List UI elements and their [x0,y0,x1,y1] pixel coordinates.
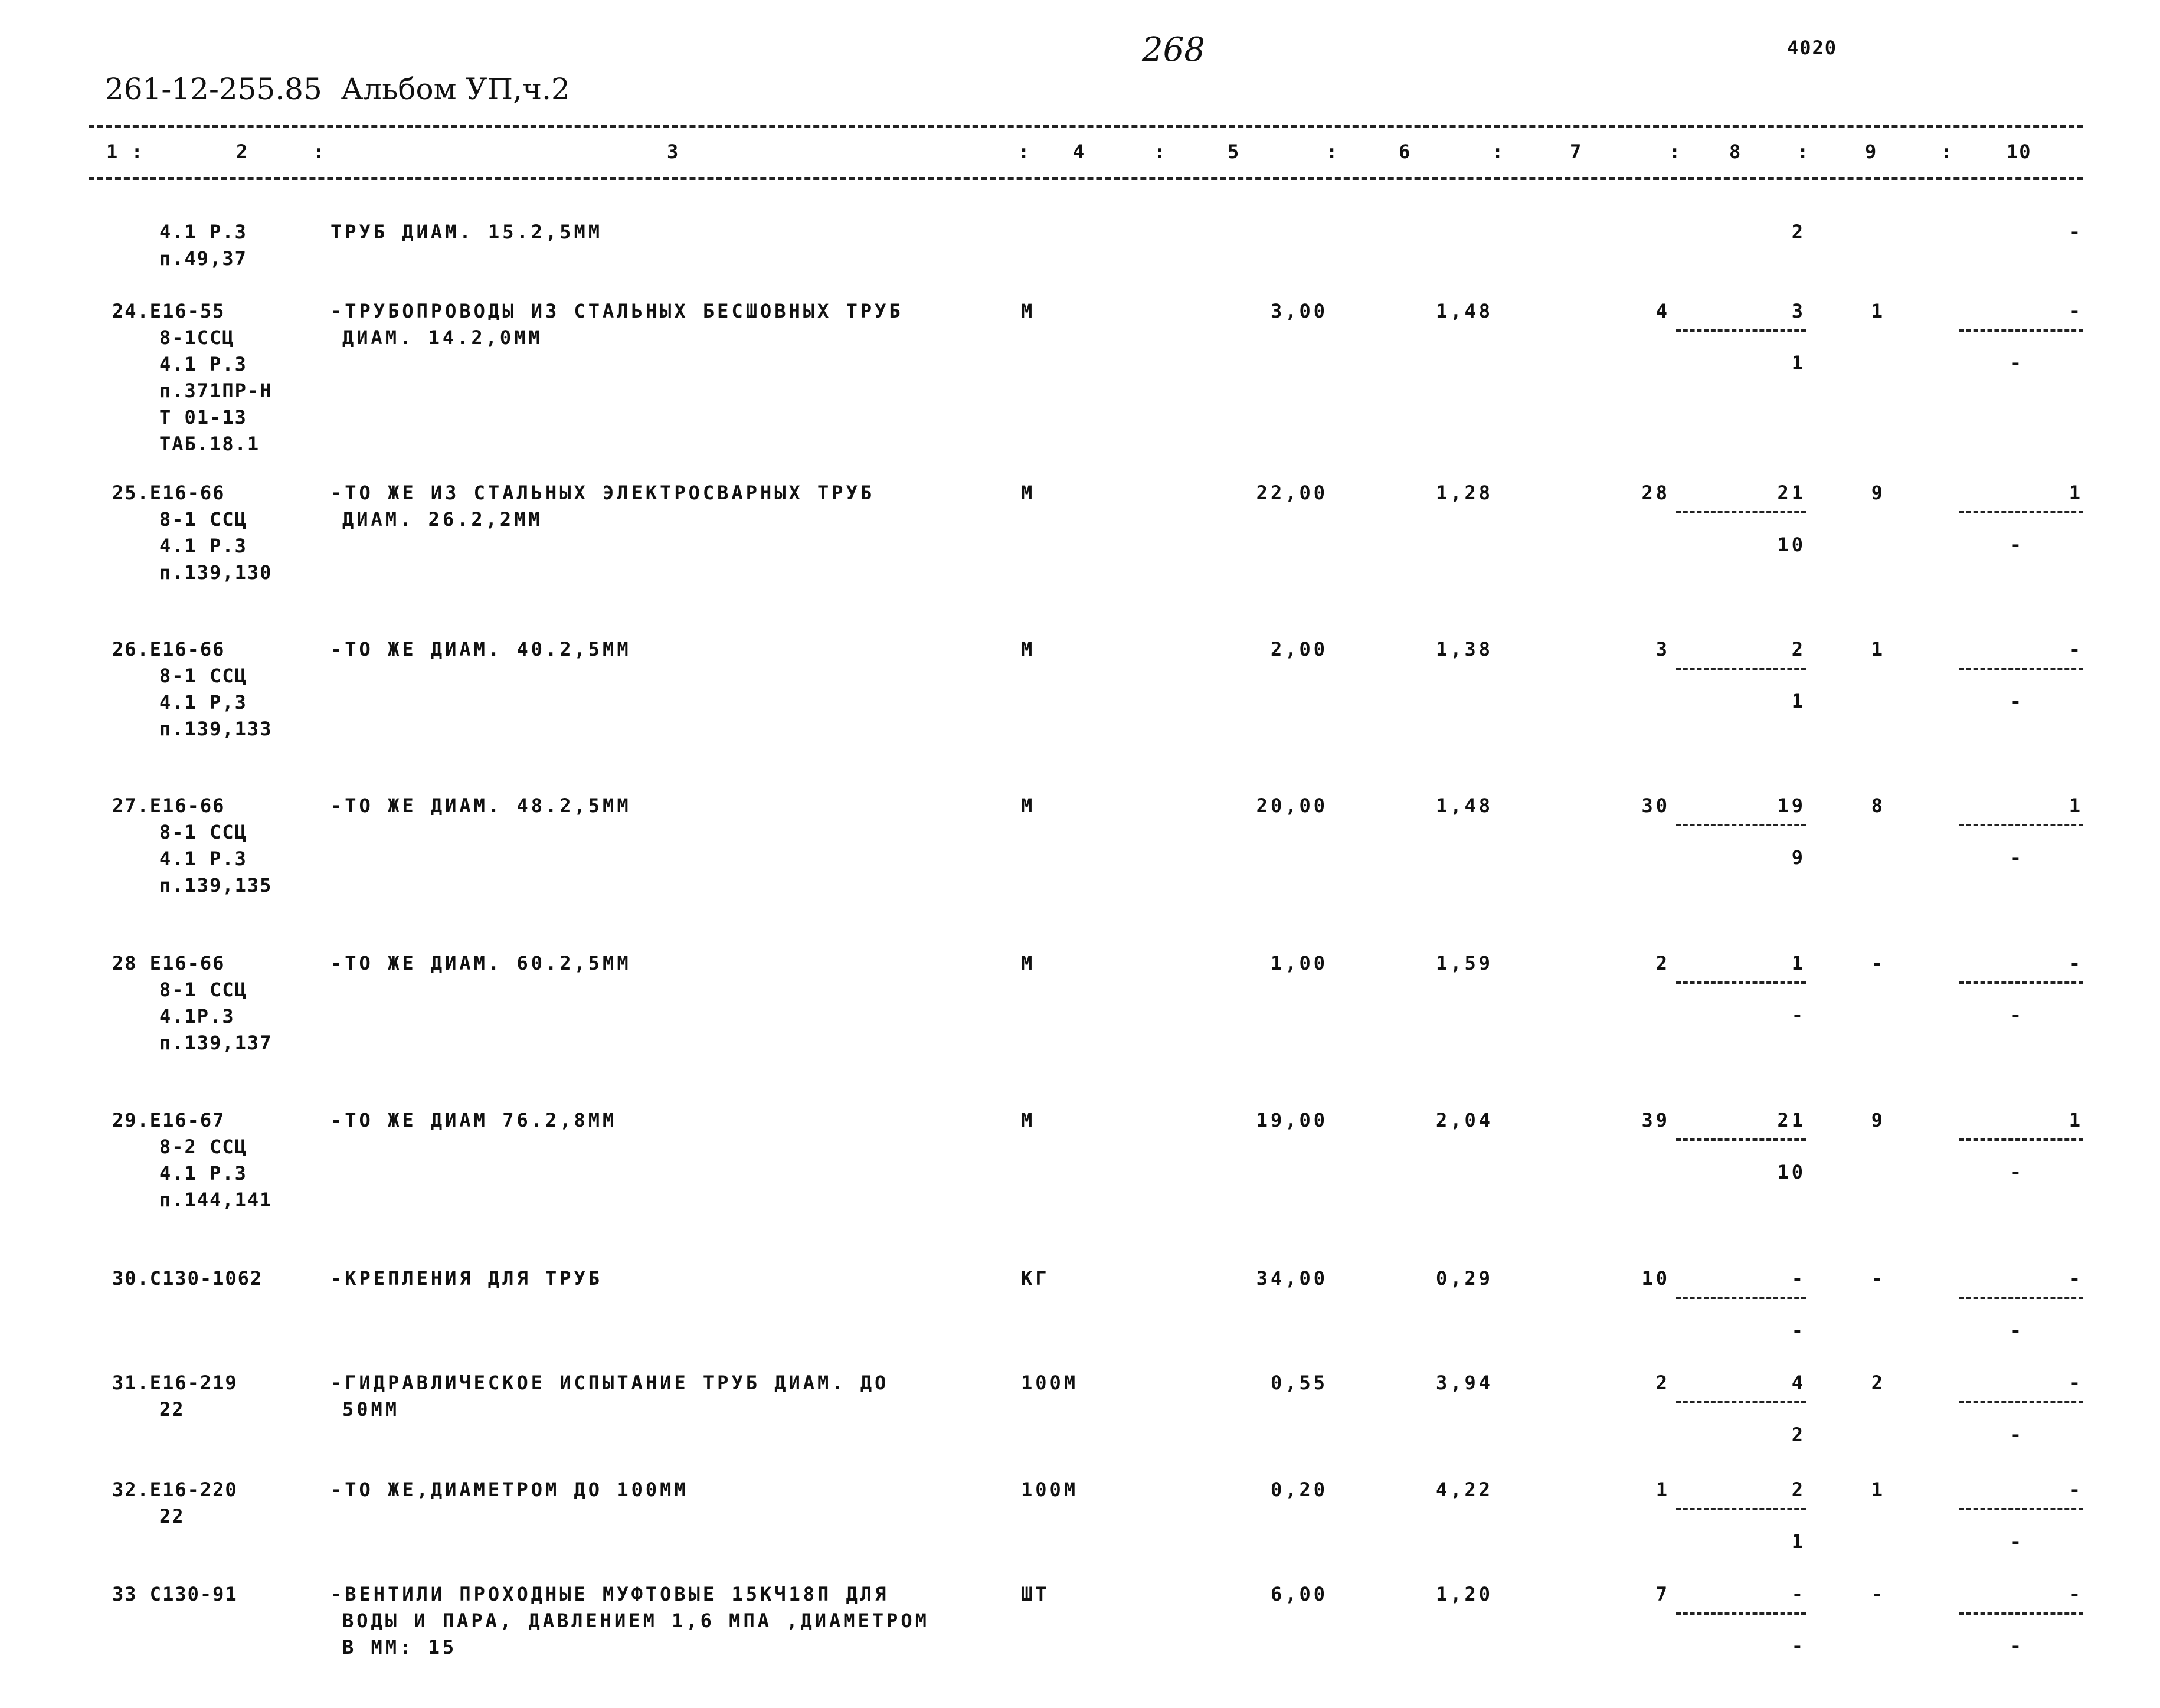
row-code-line: п.139,135 [159,874,273,896]
unit-price-cell: 0,29 [1435,1267,1493,1290]
column-8-fraction-rule [1676,668,1806,670]
row-code-line: 8-1 ССЦ [159,665,247,687]
column-10-bottom: - [2010,1004,2024,1026]
column-8-bottom: 1 [1791,352,1806,374]
column-header-12: : [1669,140,1682,163]
column-header-2: : [313,140,326,163]
row-code-line: 4.1Р.3 [159,1005,235,1028]
column-8-fraction-rule [1676,1401,1806,1403]
sheet-code: 4020 [1787,37,1838,59]
column-9-cell: 9 [1871,1109,1886,1131]
row-code-line: 4.1 Р.3 [159,1162,247,1185]
column-7-cell: 30 [1641,794,1670,817]
quantity-cell: 20,00 [1256,794,1328,817]
row-code-line: п.139,137 [159,1032,273,1054]
unit-cell: 100М [1021,1478,1079,1501]
quantity-cell: 22,00 [1256,482,1328,504]
column-10-fraction-rule [1959,1138,2083,1141]
unit-cell: ШТ [1021,1583,1050,1605]
column-10-fraction-rule [1959,824,2083,826]
quantity-cell: 0,55 [1270,1372,1328,1394]
row-code-line: п.49,37 [159,247,247,270]
column-9-cell: 1 [1871,638,1886,660]
column-header-16: : [1940,140,1953,163]
column-8-fraction-rule [1676,1508,1806,1510]
column-8-fraction-rule [1676,824,1806,826]
row-description-line: ДИАМ. 26.2,2ММ [342,508,543,531]
quantity-cell: 19,00 [1256,1109,1328,1131]
column-10-top: 1 [2069,482,2083,504]
row-code-line: п.139,133 [159,718,273,740]
unit-cell: М [1021,952,1036,974]
column-10-bottom: - [2010,352,2024,374]
row-code-line: 22 [159,1398,185,1421]
column-header-17: 10 [2007,140,2032,163]
row-code-line: п.371ПР-Н [159,379,273,402]
row-description-line: -КРЕПЛЕНИЯ ДЛЯ ТРУБ [330,1267,603,1290]
unit-cell: М [1021,300,1036,322]
column-8-top: 21 [1777,1109,1806,1131]
row-code-line: 4.1 Р.3 [159,221,247,243]
row-description-line: -ТО ЖЕ ДИАМ 76.2,8ММ [330,1109,617,1131]
column-10-fraction-rule [1959,511,2083,513]
row-code-line: 24.Е16-55 [112,300,225,322]
column-7-cell: 1 [1655,1478,1670,1501]
row-code-line: 8-2 ССЦ [159,1136,247,1158]
row-description-line: -ТО ЖЕ ДИАМ. 48.2,5ММ [330,794,631,817]
column-header-15: 9 [1865,140,1878,163]
column-10-bottom: - [2010,534,2024,556]
row-description-line: -ВЕНТИЛИ ПРОХОДНЫЕ МУФТОВЫЕ 15КЧ18П ДЛЯ [330,1583,889,1605]
row-description-line: -ТО ЖЕ ДИАМ. 60.2,5ММ [330,952,631,974]
header-bottom-rule [89,177,2083,180]
header-top-rule [89,125,2083,128]
row-code-line: 8-1ССЦ [159,326,235,349]
row-code-line: 4.1 Р.3 [159,535,247,557]
row-code-line: п.139,130 [159,561,273,584]
column-10-top: - [2069,300,2083,322]
column-10-bottom: - [2010,1161,2024,1183]
column-9-cell: 2 [1871,1372,1886,1394]
page-number: 268 [1142,31,1205,69]
column-8-fraction-rule [1676,1297,1806,1299]
column-header-6: : [1154,140,1167,163]
column-8-top: 2 [1791,221,1806,243]
unit-price-cell: 1,48 [1435,300,1493,322]
row-code-line: 29.Е16-67 [112,1109,225,1131]
row-code-line: 22 [159,1505,185,1527]
document-code: 261-12-255.85 Альбом УП,ч.2 [105,72,570,106]
column-9-cell: - [1871,1267,1886,1290]
row-code-line: 4.1 Р.3 [159,353,247,375]
row-code-line: 25.Е16-66 [112,482,225,504]
row-code-line: 27.Е16-66 [112,794,225,817]
column-8-fraction-rule [1676,329,1806,332]
column-8-bottom: 1 [1791,1530,1806,1553]
unit-price-cell: 1,38 [1435,638,1493,660]
column-7-cell: 3 [1655,638,1670,660]
unit-cell: М [1021,1109,1036,1131]
column-7-cell: 10 [1641,1267,1670,1290]
quantity-cell: 3,00 [1270,300,1328,322]
row-code-line: 8-1 ССЦ [159,821,247,843]
column-10-top: - [2069,1267,2083,1290]
column-8-top: 19 [1777,794,1806,817]
row-description-line: -ТО ЖЕ,ДИАМЕТРОМ ДО 100ММ [330,1478,689,1501]
column-10-fraction-rule [1959,1297,2083,1299]
row-description-line: В ММ: 15 [342,1636,457,1658]
quantity-cell: 0,20 [1270,1478,1328,1501]
unit-price-cell: 3,94 [1435,1372,1493,1394]
unit-price-cell: 1,20 [1435,1583,1493,1605]
row-description-line: ДИАМ. 14.2,0ММ [342,326,543,349]
row-code-line: 26.Е16-66 [112,638,225,660]
column-10-bottom: - [2010,1424,2024,1446]
column-header-11: 7 [1570,140,1583,163]
row-code-line: 28 Е16-66 [112,952,225,974]
row-description-line: ВОДЫ И ПАРА, ДАВЛЕНИЕМ 1,6 МПА ,ДИАМЕТРОМ [342,1609,930,1632]
column-8-top: - [1791,1583,1806,1605]
column-10-top: - [2069,952,2083,974]
row-code-line: 8-1 ССЦ [159,979,247,1001]
column-10-bottom: - [2010,1530,2024,1553]
row-code-line: Т 01-13 [159,406,247,428]
column-7-cell: 39 [1641,1109,1670,1131]
row-description-line: ТРУБ ДИАМ. 15.2,5ММ [330,221,603,243]
column-9-cell: 9 [1871,482,1886,504]
row-description-line: -ТО ЖЕ ИЗ СТАЛЬНЫХ ЭЛЕКТРОСВАРНЫХ ТРУБ [330,482,875,504]
column-8-bottom: - [1791,1635,1806,1657]
row-code-line: 8-1 ССЦ [159,508,247,531]
column-10-fraction-rule [1959,329,2083,332]
column-10-top: - [2069,638,2083,660]
quantity-cell: 34,00 [1256,1267,1328,1290]
column-header-14: : [1797,140,1810,163]
unit-cell: М [1021,482,1036,504]
row-code-line: 31.Е16-219 [112,1372,238,1394]
column-9-cell: 1 [1871,1478,1886,1501]
row-description-line: -ТО ЖЕ ДИАМ. 40.2,5ММ [330,638,631,660]
column-10-fraction-rule [1959,1612,2083,1615]
unit-price-cell: 1,48 [1435,794,1493,817]
quantity-cell: 1,00 [1270,952,1328,974]
column-8-bottom: 1 [1791,690,1806,712]
row-description-line: -ТРУБОПРОВОДЫ ИЗ СТАЛЬНЫХ БЕСШОВНЫХ ТРУБ [330,300,904,322]
column-10-fraction-rule [1959,981,2083,984]
column-header-13: 8 [1729,140,1742,163]
column-header-9: 6 [1399,140,1412,163]
column-8-top: - [1791,1267,1806,1290]
column-7-cell: 28 [1641,482,1670,504]
column-10-fraction-rule [1959,1508,2083,1510]
column-9-cell: - [1871,952,1886,974]
column-10-fraction-rule [1959,1401,2083,1403]
row-code-line: ТАБ.18.1 [159,433,260,455]
column-8-bottom: 10 [1777,534,1806,556]
quantity-cell: 6,00 [1270,1583,1328,1605]
column-10-top: 1 [2069,1109,2083,1131]
column-8-bottom: - [1791,1004,1806,1026]
column-8-top: 2 [1791,1478,1806,1501]
unit-price-cell: 2,04 [1435,1109,1493,1131]
column-8-bottom: 9 [1791,846,1806,869]
column-8-fraction-rule [1676,1612,1806,1615]
row-code-line: 33 С130-91 [112,1583,238,1605]
column-header-4: : [1018,140,1031,163]
column-8-bottom: 10 [1777,1161,1806,1183]
column-8-top: 2 [1791,638,1806,660]
row-description-line: -ГИДРАВЛИЧЕСКОЕ ИСПЫТАНИЕ ТРУБ ДИАМ. ДО [330,1372,889,1394]
column-9-cell: 8 [1871,794,1886,817]
quantity-cell: 2,00 [1270,638,1328,660]
unit-price-cell: 1,59 [1435,952,1493,974]
unit-cell: КГ [1021,1267,1050,1290]
column-8-fraction-rule [1676,981,1806,984]
column-10-top: 1 [2069,794,2083,817]
column-9-cell: - [1871,1583,1886,1605]
unit-cell: 100М [1021,1372,1079,1394]
unit-cell: М [1021,794,1036,817]
column-10-top: - [2069,1372,2083,1394]
column-8-bottom: - [1791,1319,1806,1341]
unit-price-cell: 1,28 [1435,482,1493,504]
column-8-bottom: 2 [1791,1424,1806,1446]
column-10-bottom: - [2010,690,2024,712]
column-header-7: 5 [1228,140,1241,163]
column-header-1: 2 [236,140,249,163]
column-8-top: 3 [1791,300,1806,322]
row-code-line: 30.С130-1062 [112,1267,263,1290]
column-header-10: : [1492,140,1505,163]
unit-cell: М [1021,638,1036,660]
column-header-0: 1 : [106,140,144,163]
column-8-top: 1 [1791,952,1806,974]
column-header-3: 3 [667,140,680,163]
column-8-fraction-rule [1676,511,1806,513]
column-7-cell: 2 [1655,1372,1670,1394]
row-code-line: 4.1 Р,3 [159,691,247,714]
column-10-top: - [2069,1478,2083,1501]
column-10-bottom: - [2010,1635,2024,1657]
column-header-5: 4 [1073,140,1086,163]
unit-price-cell: 4,22 [1435,1478,1493,1501]
row-code-line: 32.Е16-220 [112,1478,238,1501]
column-7-cell: 7 [1655,1583,1670,1605]
column-7-cell: 2 [1655,952,1670,974]
column-10-top: - [2069,221,2083,243]
column-10-bottom: - [2010,1319,2024,1341]
row-code-line: п.144,141 [159,1189,273,1211]
column-10-fraction-rule [1959,668,2083,670]
column-7-cell: 4 [1655,300,1670,322]
column-10-top: - [2069,1583,2083,1605]
column-8-top: 21 [1777,482,1806,504]
row-description-line: 50ММ [342,1398,400,1421]
column-9-cell: 1 [1871,300,1886,322]
row-code-line: 4.1 Р.3 [159,848,247,870]
column-header-8: : [1326,140,1339,163]
column-8-fraction-rule [1676,1138,1806,1141]
column-10-bottom: - [2010,846,2024,869]
column-8-top: 4 [1791,1372,1806,1394]
